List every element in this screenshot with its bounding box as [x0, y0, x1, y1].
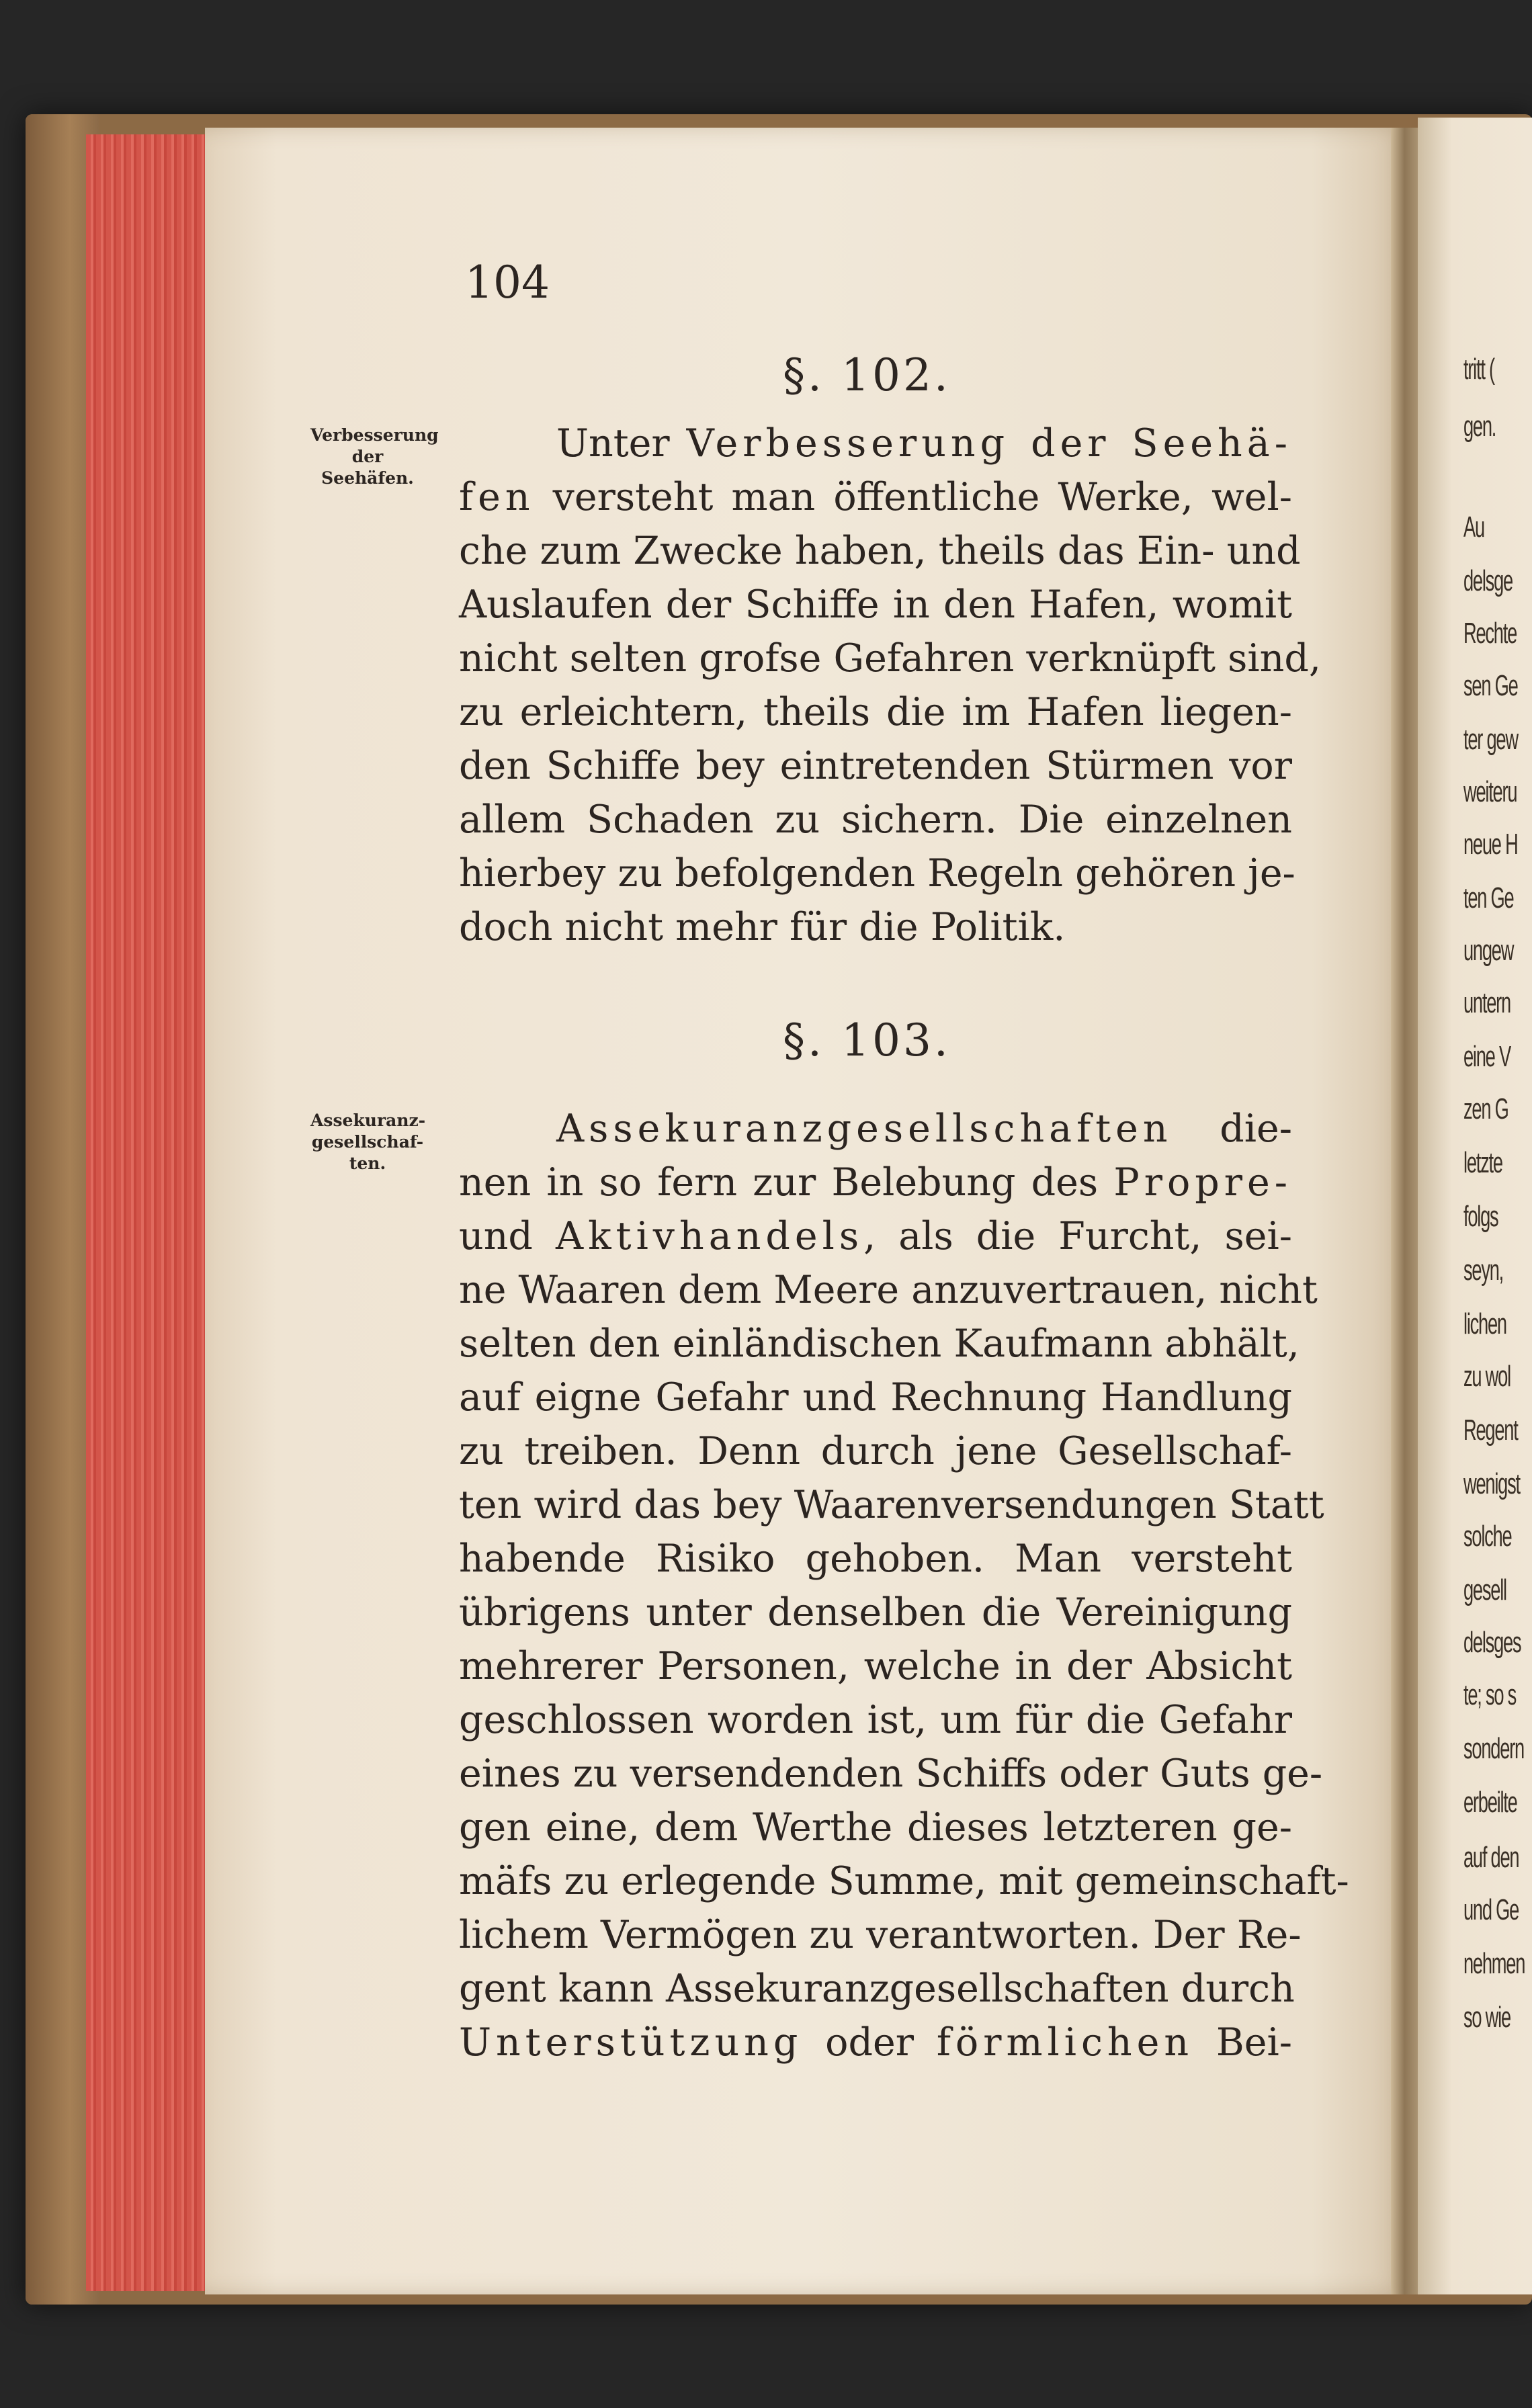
text-line: lichem Vermögen zu verantworten. Der Re- [459, 1913, 1302, 1957]
page-number: 104 [465, 257, 550, 308]
next-page-fragment: solche [1463, 1520, 1512, 1553]
next-page-fragment: zen G [1463, 1092, 1508, 1125]
next-page-fragment: Rechte [1463, 617, 1517, 650]
next-page-fragment: gesell [1463, 1574, 1506, 1606]
next-page-fragment: erbeilte [1463, 1786, 1517, 1819]
text-line: mäfs zu erlegende Summe, mit gemeinschaft- [459, 1859, 1349, 1903]
next-page-fragment: weiteru [1463, 775, 1517, 808]
next-page-fragment: nehmen [1463, 1947, 1525, 1980]
text-line: che zum Zwecke haben, theils das Ein- und [459, 529, 1301, 573]
text-line: allem Schaden zu sichern. Die einzelnen [459, 798, 1292, 842]
text-line: den Schiffe bey eintretenden Stürmen vor [459, 744, 1292, 788]
text-line: gen eine, dem Werthe dieses letzteren ge- [459, 1805, 1292, 1850]
book-gutter [1391, 128, 1421, 2294]
text-line: Unter Verbesserung der Seehä- [556, 421, 1292, 466]
next-page-fragment: letzte [1463, 1146, 1502, 1179]
next-page-fragment: ten Ge [1463, 882, 1514, 914]
text-line: hierbey zu befolgenden Regeln gehören je- [459, 851, 1295, 896]
next-page-fragment: Regent [1463, 1414, 1518, 1447]
text-line: eines zu versendenden Schiffs oder Guts ge- [459, 1752, 1323, 1796]
margin-note-102: Verbesserung der Seehäfen. [310, 425, 439, 488]
next-page-fragment: eine V [1463, 1040, 1510, 1073]
text-line: auf eigne Gefahr und Rechnung Handlung [459, 1375, 1292, 1420]
text-line: selten den einländischen Kaufmann abhält, [459, 1322, 1300, 1366]
section-heading-102: §. 102. [783, 349, 951, 401]
section-heading-103: §. 103. [783, 1015, 951, 1066]
text-line: gent kann Assekuranzgesellschaften durch [459, 1967, 1295, 2011]
next-page-fragment: tritt ( [1463, 353, 1494, 386]
text-line: fen versteht man öffentliche Werke, wel- [459, 475, 1292, 519]
section-103-text [459, 1102, 1349, 2069]
next-page-fragment: lichen [1463, 1307, 1506, 1340]
text-line: nen in so fern zur Belebung des Propre- [459, 1160, 1292, 1205]
margin-note-103: Assekuranz- gesellschaf- ten. [310, 1111, 426, 1173]
text-line: übrigens unter denselben die Vereinigung [459, 1590, 1292, 1635]
next-page-fragment: wenigst [1463, 1467, 1520, 1500]
next-page-fragment: folgs [1463, 1200, 1498, 1233]
text-line: Assekuranzgesellschaften die- [556, 1107, 1292, 1151]
text-line: geschlossen worden ist, um für die Gefahr [459, 1698, 1292, 1742]
next-page-fragment: seyn, [1463, 1254, 1504, 1287]
text-line: doch nicht mehr für die Politik. [459, 905, 1066, 949]
next-page-fragment: te; so s [1463, 1678, 1517, 1711]
next-page-fragment: Au [1463, 511, 1484, 544]
next-page-fragment: neue H [1463, 828, 1518, 861]
text-line: Unterstützung oder förmlichen Bei- [459, 2020, 1292, 2065]
text-line: Auslaufen der Schiffe in den Hafen, womit [459, 583, 1292, 627]
next-page-fragment: und Ge [1463, 1893, 1519, 1926]
next-page-fragment: ter gew [1463, 723, 1518, 756]
text-line: ten wird das bey Waarenversendungen Statt [459, 1483, 1324, 1527]
text-line: nicht selten grofse Gefahren verknüpft sind, [459, 636, 1321, 681]
text-line: und Aktivhandels, als die Furcht, sei- [459, 1214, 1292, 1258]
next-page-fragment: zu wol [1463, 1360, 1510, 1393]
next-page-fragment: untern [1463, 986, 1510, 1019]
section-102-text [459, 417, 1321, 954]
next-page-fragment: delsges [1463, 1626, 1521, 1659]
text-line: zu treiben. Denn durch jene Gesellschaf- [459, 1429, 1292, 1473]
next-page-fragment: gen. [1463, 410, 1496, 443]
red-page-edges [86, 134, 214, 2291]
text-line: ne Waaren dem Meere anzuvertrauen, nicht [459, 1268, 1318, 1312]
next-page-fragment: delsge [1463, 564, 1513, 597]
next-page-fragment: auf den [1463, 1841, 1519, 1874]
next-page-fragment: so wie [1463, 2001, 1510, 2034]
text-line: mehrerer Personen, welche in der Absicht [459, 1644, 1292, 1688]
text-line: zu erleichtern, theils die im Hafen liegen- [459, 690, 1292, 734]
text-line: habende Risiko gehoben. Man versteht [459, 1537, 1292, 1581]
next-page-fragment: sen Ge [1463, 669, 1518, 702]
next-page-fragment: sondern [1463, 1732, 1524, 1765]
next-page-fragment: ungew [1463, 934, 1514, 967]
